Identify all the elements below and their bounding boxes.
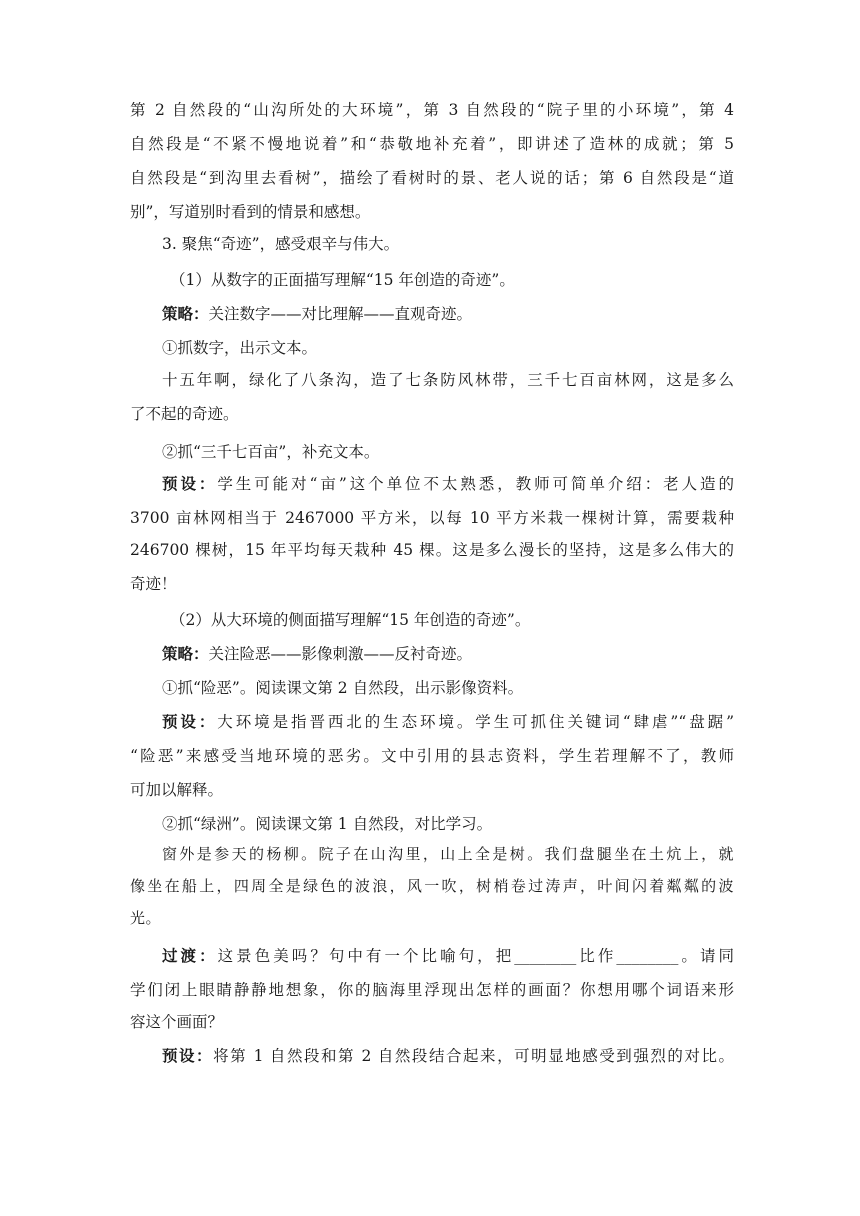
text-line [130,946,734,968]
text-line [130,442,734,464]
line-text: 这景色美吗？句中有一个比喻句，把________比作________。请同 [217,947,734,965]
text-line [130,404,734,426]
text-line [130,678,734,700]
line-text: “险恶”来感受当地环境的恶劣。文中引用的县志资料，学生若理解不了，教师 [130,747,734,765]
text-line [130,644,734,666]
text-line [130,1046,734,1068]
text-line [130,1012,734,1034]
text-line [130,508,734,530]
line-text: 别”，写道别时看到的情景和感想。 [130,203,371,221]
text-line [130,876,734,898]
line-text: ①抓“险恶”。阅读课文第 2 自然段，出示影像资料。 [162,679,524,697]
line-text: 3700 亩林网相当于 2467000 平方米，以每 10 平方米栽一棵树计算，需要栽种 [130,509,734,527]
text-line [130,540,734,562]
text-line [130,370,734,392]
line-text: 十五年啊，绿化了八条沟，造了七条防风林带，三千七百亩林网，这是多么 [162,371,734,389]
text-line [130,746,734,768]
text-line [130,134,734,156]
line-text: 像坐在船上，四周全是绿色的波浪，风一吹，树梢卷过涛声，叶间闪着粼粼的波 [130,877,734,895]
line-text: ①抓数字，出示文本。 [162,339,318,357]
line-text: 了不起的奇迹。 [130,405,239,423]
text-line [130,574,734,596]
line-text: 学们闭上眼睛静静地想象，你的脑海里浮现出怎样的画面？你想用哪个词语来形 [130,981,734,999]
text-line [130,908,734,930]
text-line [130,202,734,224]
text-line [130,474,734,496]
text-line [130,168,734,190]
section-label: 预设： [162,474,218,493]
text-line [130,780,734,802]
text-line [130,304,734,326]
text-line [130,338,734,360]
line-text: 自然段是“不紧不慢地说着”和“恭敬地补充着”，即讲述了造林的成就；第 5 [130,135,734,153]
line-text: ②抓“三千七百亩”，补充文本。 [162,443,380,461]
line-text: 容这个画面？ [130,1013,224,1031]
line-text: 3. 聚焦“奇迹”，感受艰辛与伟大。 [162,235,400,253]
section-label: 预设： [162,712,218,731]
line-text: 学生可能对“亩”这个单位不太熟悉，教师可简单介绍：老人造的 [217,475,734,493]
text-line [130,610,734,632]
text-line [130,100,734,122]
line-text: 第 2 自然段的“山沟所处的大环境”，第 3 自然段的“院子里的小环境”，第 4 [130,101,734,119]
line-text: （1）从数字的正面描写理解“15 年创造的奇迹”。 [170,271,515,289]
text-line [130,712,734,734]
line-text: 将第 1 自然段和第 2 自然段结合起来，可明显地感受到强烈的对比。 [213,1047,734,1065]
line-text: 大环境是指晋西北的生态环境。学生可抓住关键词“肆虐”“盘踞” [217,713,734,731]
text-line [130,234,734,256]
text-line [130,270,734,292]
text-line [130,814,734,836]
line-text: 奇迹！ [130,575,177,593]
line-text: ②抓“绿洲”。阅读课文第 1 自然段，对比学习。 [162,815,493,833]
text-line [130,980,734,1002]
section-label: 过渡： [162,946,218,965]
line-text: 光。 [130,909,162,927]
section-label: 策略： [162,304,209,323]
line-text: 关注数字——对比理解——直观奇迹。 [208,305,473,323]
text-line [130,844,734,866]
line-text: 窗外是参天的杨柳。院子在山沟里，山上全是树。我们盘腿坐在土炕上，就 [162,845,734,863]
line-text: 可加以解释。 [130,781,224,799]
line-text: 关注险恶——影像刺激——反衬奇迹。 [208,645,473,663]
line-text: 246700 棵树，15 年平均每天栽种 45 棵。这是多么漫长的坚持，这是多么伟大的 [130,541,734,559]
line-text: 自然段是“到沟里去看树”，描绘了看树时的景、老人说的话；第 6 自然段是“道 [130,169,734,187]
section-label: 策略： [162,644,209,663]
section-label: 预设： [162,1046,214,1065]
line-text: （2）从大环境的侧面描写理解“15 年创造的奇迹”。 [170,611,531,629]
